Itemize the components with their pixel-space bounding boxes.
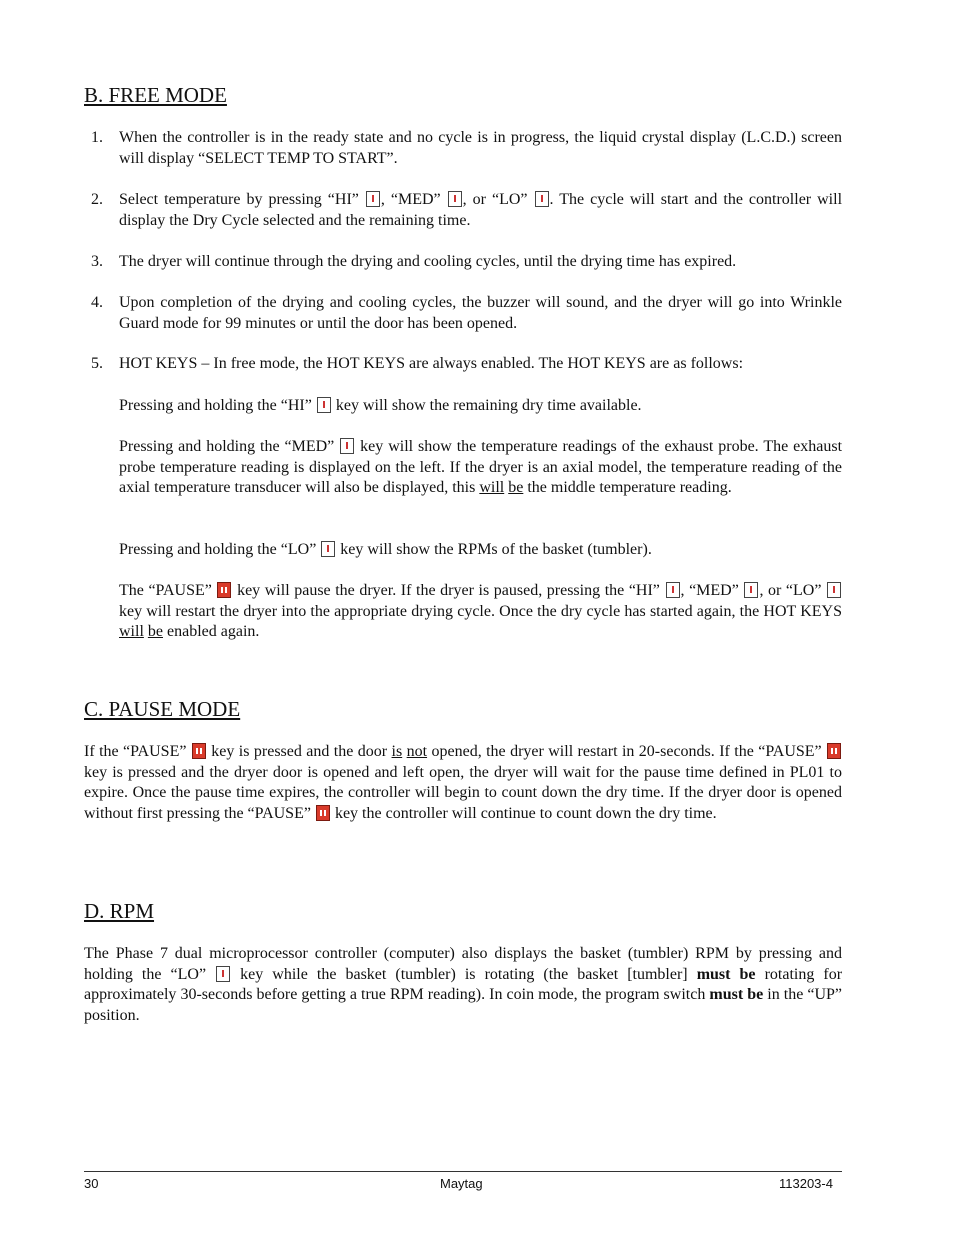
paragraph-text: Pressing and holding the “LO” <box>119 541 317 558</box>
item-text: When the controller is in the ready state and no cycle is in progress, the liquid crystal display (L.C.D.) screen will display “SELECT TEMP TO START”. <box>119 129 842 167</box>
paragraph-text: Pressing and holding the “MED” <box>119 438 335 455</box>
paragraph-text: opened, the dryer will restart in 20-seconds. If the “PAUSE” <box>431 743 822 760</box>
underlined-text: will <box>479 479 505 496</box>
lo-key-icon <box>535 191 549 207</box>
pause-mode-paragraph <box>84 742 842 824</box>
lo-key-icon <box>827 582 841 598</box>
pause-key-icon <box>827 743 841 759</box>
list-number: 3. <box>91 253 103 270</box>
paragraph-text: enabled again. <box>167 623 260 640</box>
hi-key-icon <box>666 582 680 598</box>
pause-key-icon <box>316 805 330 821</box>
footer-divider <box>84 1171 842 1172</box>
paragraph-text: The Phase 7 dual microprocessor controller (computer) also displays the basket (tumbler) RPM by pressing and holding the “LO” <box>84 945 842 983</box>
document-number: 113203-4 <box>779 1176 833 1191</box>
footer-brand: Maytag <box>440 1176 483 1191</box>
paragraph-text: key will show the RPMs of the basket (tumbler). <box>340 541 652 558</box>
item-text: , or “LO” <box>462 191 528 208</box>
lo-key-icon <box>216 966 230 982</box>
paragraph-text: key is pressed and the door <box>211 743 388 760</box>
list-number: 1. <box>91 129 103 146</box>
paragraph-text: the middle temperature reading. <box>527 479 732 496</box>
hot-key-hi <box>119 396 842 417</box>
paragraph-text: key will show the remaining dry time available. <box>335 397 642 414</box>
heading-pause-mode: C. PAUSE MODE <box>84 697 241 721</box>
page-number: 30 <box>84 1176 99 1191</box>
item-text: Upon completion of the drying and cooling cycles, the buzzer will sound, and the dryer will go into Wrinkle Guard mode for 99 minutes or until the door has been opened. <box>119 294 842 332</box>
bold-text: must be <box>696 965 756 983</box>
med-key-icon <box>340 438 354 454</box>
paragraph-text: key is pressed and the dryer door is opened and left open, the dryer will wait for the pause time defined in PL01 to expire. Once the pause time expires, the controller will begin to count down the dry time. If the dryer door is opened without first pressing the “PAUSE” <box>84 763 842 822</box>
paragraph-text: in the “UP” position. <box>84 986 842 1024</box>
hi-key-icon <box>317 397 331 413</box>
item-text: The dryer will continue through the drying and cooling cycles, until the drying time has expired. <box>119 253 737 270</box>
pause-key-icon <box>217 582 231 598</box>
paragraph-text: key the controller will continue to count down the dry time. <box>334 804 717 822</box>
med-key-icon <box>448 191 462 207</box>
paragraph-text: If the “PAUSE” <box>84 743 187 760</box>
rpm-paragraph <box>84 944 842 1026</box>
paragraph-text: , or “LO” <box>759 582 822 599</box>
paragraph-text: , “MED” <box>680 582 739 599</box>
paragraph-text: The “PAUSE” <box>119 582 212 599</box>
list-number: 2. <box>91 191 103 208</box>
paragraph-text: Pressing and holding the “HI” <box>119 397 312 414</box>
item-text: . The cycle will start and the controller will display the Dry Cycle selected and the remaining time. <box>119 191 843 229</box>
paragraph-text: key will pause the dryer. If the dryer is paused, pressing the “HI” <box>237 582 660 599</box>
list-item <box>119 190 842 231</box>
item-text: , “MED” <box>380 191 441 208</box>
pause-key-icon <box>192 743 206 759</box>
paragraph-text: key while the basket (tumbler) is rotating (the basket [tumbler] <box>240 965 688 983</box>
list-item <box>119 354 842 375</box>
hot-key-med <box>119 437 842 499</box>
item-text: Select temperature by pressing “HI” <box>119 191 359 208</box>
hi-key-icon <box>366 191 380 207</box>
list-number: 4. <box>91 294 103 311</box>
bold-text: must be <box>709 986 764 1003</box>
item-text: HOT KEYS – In free mode, the HOT KEYS are always enabled. The HOT KEYS are as follows: <box>119 355 744 372</box>
underlined-text: is <box>391 743 403 760</box>
list-item <box>119 293 842 334</box>
underlined-text: not <box>406 743 428 760</box>
paragraph-text: key will restart the dryer into the appropriate drying cycle. Once the dry cycle has started again, the HOT KEYS <box>119 602 842 620</box>
heading-free-mode: B. FREE MODE <box>84 83 227 107</box>
lo-key-icon <box>321 541 335 557</box>
underlined-text: will <box>119 623 144 640</box>
paragraph-text: rotating for approximately 30-seconds before getting a true RPM reading). In coin mode, the program switch <box>84 965 843 1003</box>
list-item <box>119 252 842 273</box>
med-key-icon <box>744 582 758 598</box>
list-number: 5. <box>91 355 103 372</box>
underlined-text: be <box>508 479 524 496</box>
paragraph-text: key will show the temperature readings of the exhaust probe. The exhaust probe temperature reading is displayed on the left. If the dryer is an axial model, the temperature reading of the axial temperature transducer will also be displayed, this <box>119 438 843 496</box>
hot-key-lo <box>119 540 842 561</box>
underlined-text: be <box>147 623 163 640</box>
heading-rpm: D. RPM <box>84 899 155 923</box>
list-item <box>119 128 842 169</box>
hot-key-pause <box>119 581 842 643</box>
